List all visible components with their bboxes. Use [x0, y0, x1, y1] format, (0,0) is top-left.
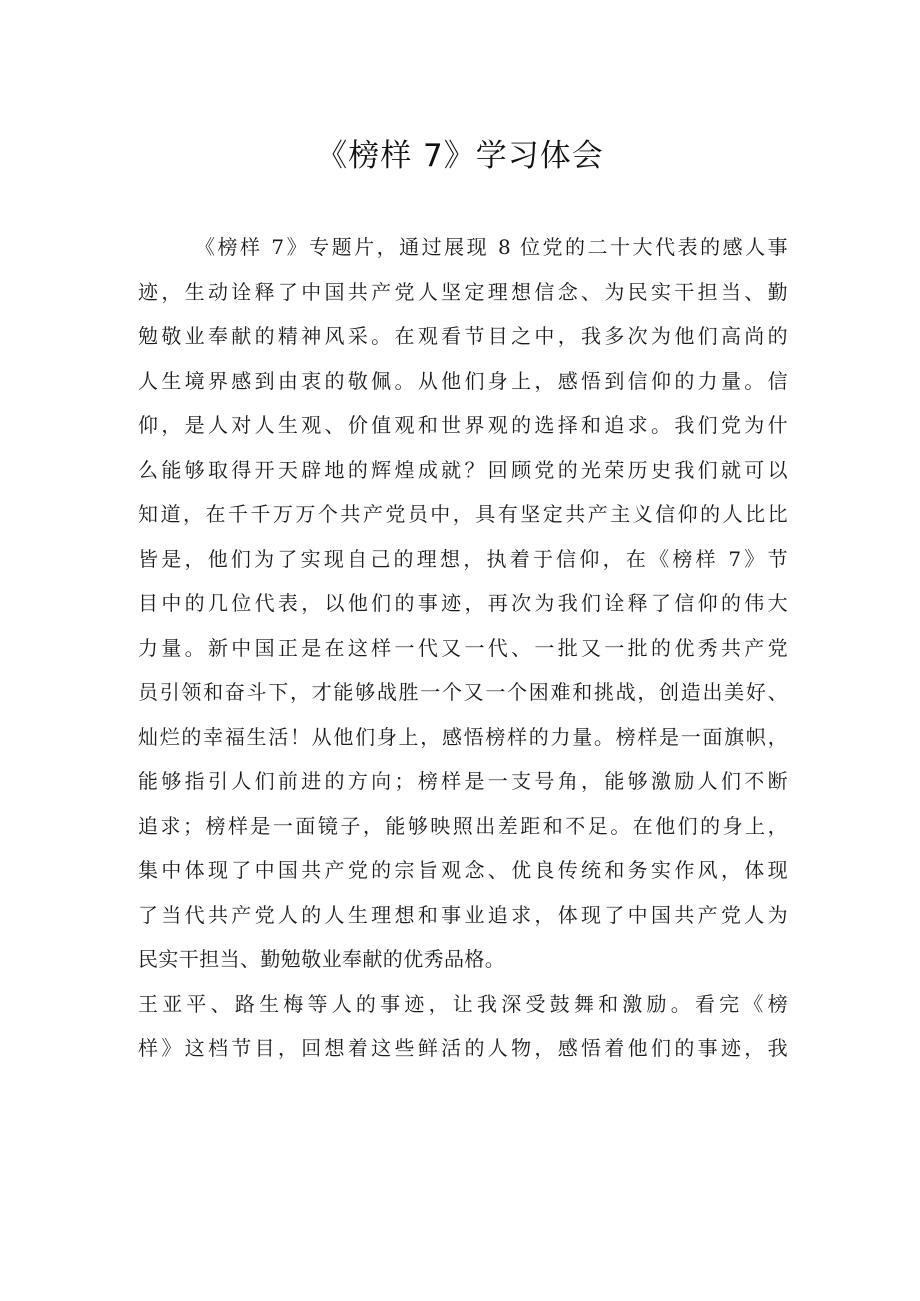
body-line: 王亚平、路生梅等人的事迹，让我深受鼓舞和激励。看完《榜: [138, 991, 788, 1016]
body-line: 仰，是人对人生观、价值观和世界观的选择和追求。我们党为什: [138, 413, 788, 437]
body-line: 灿烂的幸福生活！从他们身上，感悟榜样的力量。榜样是一面旗帜，: [138, 724, 788, 749]
document-body: [138, 225, 788, 1071]
body-line: 集中体现了中国共产党的宗旨观念、优良传统和务实作风，体现: [138, 858, 788, 882]
body-line: 追求；榜样是一面镜子，能够映照出差距和不足。在他们的身上，: [138, 813, 788, 838]
body-line: 员引领和奋斗下，才能够战胜一个又一个困难和挑战，创造出美好、: [138, 680, 788, 704]
document-title: 《榜样 7》学习体会: [316, 138, 604, 174]
body-line: 知道，在千千万万个共产党员中，具有坚定共产主义信仰的人比比: [138, 502, 788, 526]
body-line: 迹，生动诠释了中国共产党人坚定理想信念、为民实干担当、勤: [138, 279, 788, 304]
body-line: 目中的几位代表，以他们的事迹，再次为我们诠释了信仰的伟大: [138, 591, 788, 615]
body-line: 力量。新中国正是在这样一代又一代、一批又一批的优秀共产党: [138, 635, 788, 660]
body-line: 样》这档节目，回想着这些鲜活的人物，感悟着他们的事迹，我: [138, 1036, 788, 1060]
body-line: 了当代共产党人的人生理想和事业追求，体现了中国共产党人为: [138, 902, 788, 927]
body-line: 么能够取得开天辟地的辉煌成就？回顾党的光荣历史我们就可以: [138, 457, 788, 482]
body-line: 人生境界感到由衷的敬佩。从他们身上，感悟到信仰的力量。信: [138, 368, 788, 393]
body-line: 能够指引人们前进的方向；榜样是一支号角，能够激励人们不断: [138, 769, 788, 793]
body-line: 勉敬业奉献的精神风采。在观看节目之中，我多次为他们高尚的: [138, 324, 788, 348]
body-line: 《榜样 7》专题片，通过展现 8 位党的二十大代表的感人事: [195, 235, 788, 259]
body-line: 皆是，他们为了实现自己的理想，执着于信仰，在《榜样 7》节: [138, 546, 788, 571]
body-line: 民实干担当、勤勉敬业奉献的优秀品格。: [138, 947, 506, 971]
